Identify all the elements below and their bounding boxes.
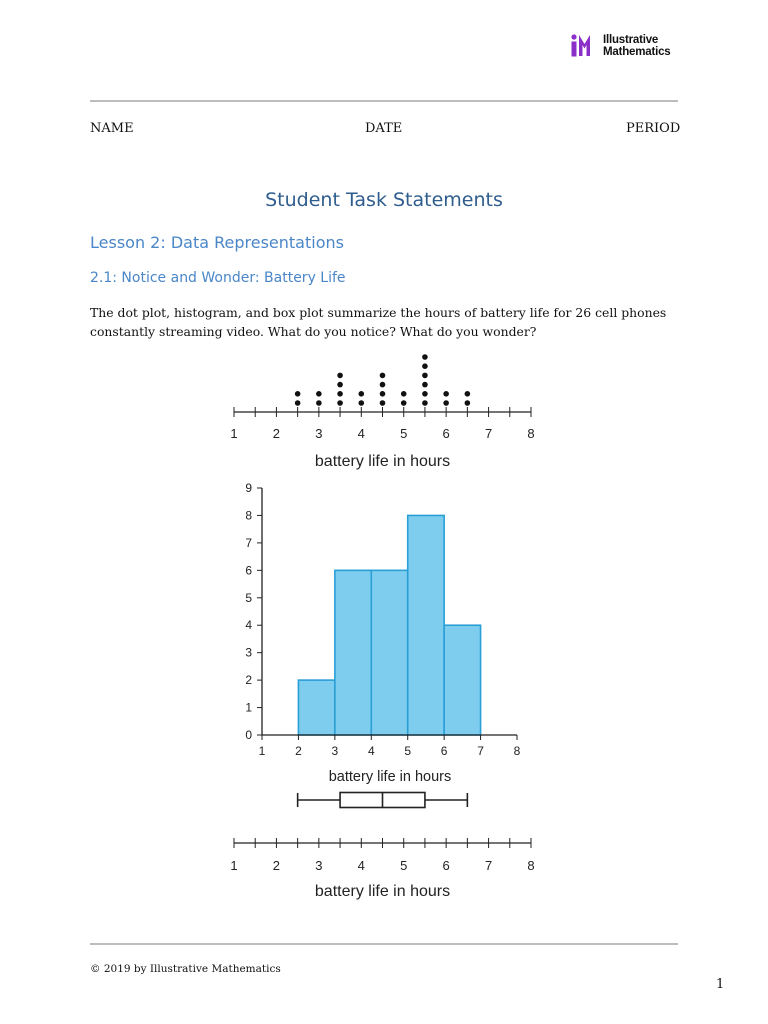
activity-title: 2.1: Notice and Wonder: Battery Life bbox=[90, 270, 346, 286]
boxplot-tick-label: 8 bbox=[527, 858, 535, 873]
dotplot-tick-label: 7 bbox=[484, 426, 493, 441]
dotplot-dot bbox=[358, 400, 364, 406]
logo-line2: Mathematics bbox=[603, 46, 671, 58]
histogram-y-tick-label: 9 bbox=[245, 481, 252, 495]
dotplot-tick-label: 4 bbox=[357, 426, 365, 441]
dotplot-dot bbox=[295, 400, 301, 406]
copyright-text: © 2019 by Illustrative Mathematics bbox=[90, 963, 281, 975]
dotplot-dot bbox=[422, 391, 428, 397]
dotplot-dot bbox=[401, 400, 407, 406]
prompt-text: The dot plot, histogram, and box plot summarize the hours of battery life for 26 cell phones constantly streaming video. What do you notice? What do you wonder? bbox=[90, 305, 667, 339]
histogram-y-tick-label: 6 bbox=[245, 563, 252, 578]
page-number: 1 bbox=[716, 977, 725, 992]
dotplot-tick-label: 2 bbox=[272, 426, 281, 441]
histogram-bar bbox=[298, 680, 334, 735]
boxplot-tick-label: 1 bbox=[230, 858, 238, 873]
histogram-y-tick-label: 5 bbox=[245, 590, 252, 605]
lesson-title: Lesson 2: Data Representations bbox=[90, 233, 344, 252]
date-label: DATE bbox=[365, 121, 403, 136]
dotplot-dot bbox=[316, 400, 322, 406]
dotplot-dot bbox=[380, 391, 386, 397]
dotplot-dot bbox=[380, 400, 386, 406]
histogram-y-tick-label: 3 bbox=[245, 645, 252, 660]
histogram-x-tick-label: 5 bbox=[404, 744, 412, 758]
dotplot-dot bbox=[422, 354, 428, 360]
dotplot-axis-title: battery life in hours bbox=[314, 453, 451, 470]
dotplot-tick-label: 8 bbox=[527, 426, 535, 441]
footer-rule bbox=[90, 943, 678, 945]
dotplot-dot bbox=[443, 391, 449, 397]
dotplot-dot bbox=[422, 363, 428, 369]
boxplot-tick-label: 3 bbox=[315, 858, 323, 873]
histogram-y-tick-label: 1 bbox=[245, 700, 252, 715]
boxplot-tick-label: 7 bbox=[484, 858, 493, 873]
dotplot-dot bbox=[358, 391, 364, 397]
dotplot-dot bbox=[422, 373, 428, 379]
histogram-y-tick-label: 4 bbox=[245, 618, 252, 633]
histogram-bar bbox=[408, 515, 444, 735]
boxplot-tick-label: 4 bbox=[357, 858, 365, 873]
dotplot-dot bbox=[422, 400, 428, 406]
dotplot-dot bbox=[380, 373, 386, 379]
histogram-x-tick-label: 4 bbox=[367, 744, 375, 758]
dot-plot bbox=[230, 354, 534, 470]
dotplot-dot bbox=[316, 391, 322, 397]
histogram-x-tick-label: 6 bbox=[440, 744, 448, 758]
dotplot-dot bbox=[380, 382, 386, 388]
histogram bbox=[245, 481, 520, 785]
boxplot-axis-title: battery life in hours bbox=[314, 883, 451, 900]
period-label: PERIOD bbox=[626, 121, 681, 136]
boxplot-tick-label: 5 bbox=[400, 858, 408, 873]
dotplot-tick-label: 3 bbox=[315, 426, 323, 441]
name-label: NAME bbox=[90, 121, 134, 136]
histogram-x-tick-label: 1 bbox=[258, 744, 266, 758]
dotplot-dot bbox=[465, 400, 471, 406]
histogram-axis-title: battery life in hours bbox=[328, 769, 452, 785]
dotplot-dot bbox=[337, 400, 343, 406]
dotplot-dot bbox=[401, 391, 407, 397]
dotplot-dot bbox=[465, 391, 471, 397]
page-title: Student Task Statements bbox=[265, 189, 503, 211]
boxplot-tick-label: 2 bbox=[272, 858, 281, 873]
logo-line1: Illustrative bbox=[603, 34, 659, 46]
dotplot-tick-label: 1 bbox=[230, 426, 238, 441]
histogram-x-tick-label: 8 bbox=[513, 744, 521, 758]
boxplot-tick-label: 6 bbox=[442, 858, 450, 873]
dotplot-dot bbox=[337, 373, 343, 379]
dotplot-dot bbox=[422, 382, 428, 388]
histogram-y-tick-label: 0 bbox=[245, 728, 252, 742]
histogram-bar bbox=[335, 570, 371, 735]
histogram-y-tick-label: 7 bbox=[245, 535, 252, 550]
histogram-y-tick-label: 2 bbox=[245, 673, 252, 688]
box-plot bbox=[230, 793, 534, 901]
histogram-x-tick-label: 3 bbox=[331, 744, 339, 758]
histogram-bar bbox=[444, 625, 480, 735]
dotplot-dot bbox=[337, 382, 343, 388]
histogram-x-tick-label: 2 bbox=[295, 744, 302, 758]
dotplot-tick-label: 6 bbox=[442, 426, 450, 441]
histogram-x-tick-label: 7 bbox=[477, 744, 484, 758]
dotplot-dot bbox=[295, 391, 301, 397]
histogram-y-tick-label: 8 bbox=[245, 508, 252, 523]
dotplot-tick-label: 5 bbox=[400, 426, 408, 441]
dotplot-dot bbox=[443, 400, 449, 406]
dotplot-dot bbox=[337, 391, 343, 397]
histogram-bar bbox=[371, 570, 407, 735]
